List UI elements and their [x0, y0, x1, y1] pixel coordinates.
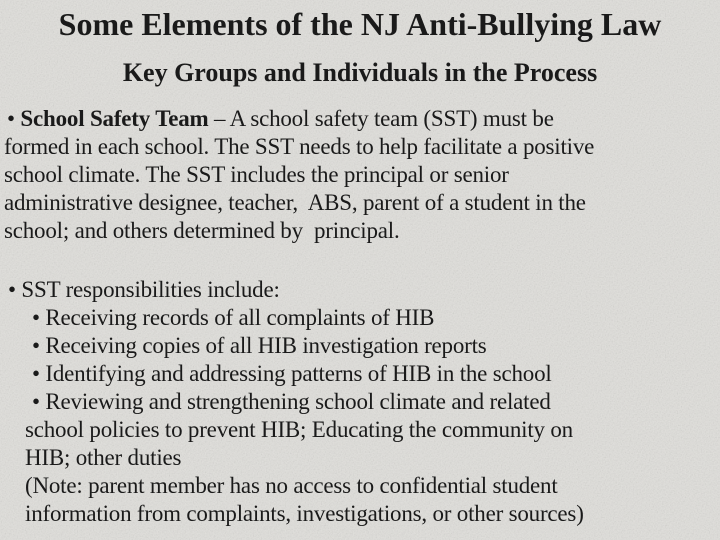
bullet-line — [0, 105, 720, 133]
bullet-lead-rest: – A school safety team (SST) must be — [208, 106, 554, 131]
body-line: school; and others determined by principal. — [4, 218, 400, 243]
body-line: information from complaints, investigations, or other sources) — [25, 501, 584, 526]
slide-title: Some Elements of the NJ Anti-Bullying Law — [58, 6, 662, 42]
sub-bullet-line: • Identifying and addressing patterns of HIB in the school — [32, 361, 552, 386]
bullet-lead-bold: School Safety Team — [20, 106, 209, 131]
slide-subtitle: Key Groups and Individuals in the Process — [122, 58, 598, 87]
body-line: (Note: parent member has no access to confidential student — [25, 473, 558, 498]
body-line: school policies to prevent HIB; Educating the community on — [25, 417, 573, 442]
body-line: formed in each school. The SST needs to help facilitate a positive — [4, 134, 595, 159]
sub-bullet-line: • Reviewing and strengthening school climate and related — [32, 389, 551, 414]
bullet-marker: • — [7, 106, 21, 131]
body-line: HIB; other duties — [25, 445, 182, 470]
paragraph-sst-responsibilities — [0, 276, 720, 528]
body-line: school climate. The SST includes the principal or senior — [4, 162, 509, 187]
sub-bullet-line: • Receiving records of all complaints of HIB — [32, 305, 435, 330]
bullet-line: • SST responsibilities include: — [8, 277, 280, 302]
paragraph-school-safety-team — [0, 105, 720, 245]
body-line: administrative designee, teacher, ABS, parent of a student in the — [4, 190, 586, 215]
sub-bullet-line: • Receiving copies of all HIB investigation reports — [32, 333, 487, 358]
